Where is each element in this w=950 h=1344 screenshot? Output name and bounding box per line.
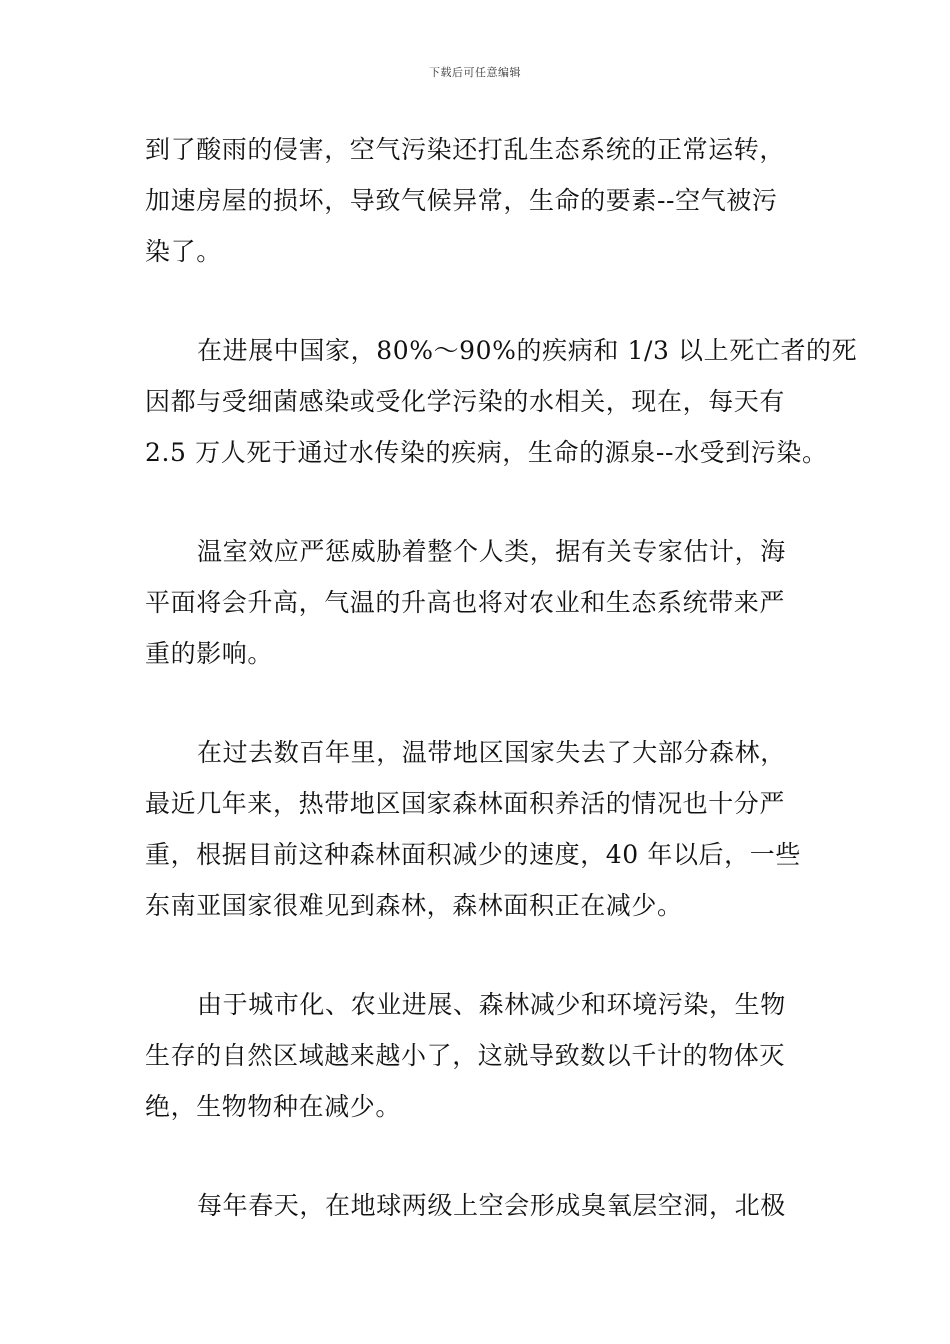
- text-line: 染了。: [145, 237, 222, 266]
- text-line: 加速房屋的损坏，导致气候异常，生命的要素--空气被污: [145, 186, 778, 215]
- document-body: [145, 124, 858, 1231]
- text-line: 因都与受细菌感染或受化学污染的水相关，现在，每天有: [145, 387, 786, 416]
- text-line: 平面将会升高，气温的升高也将对农业和生态系统带来严: [145, 588, 786, 617]
- text-line: 在进展中国家，80%～90%的疾病和 1/3 以上死亡者的死: [197, 336, 858, 365]
- text-line: 每年春天，在地球两级上空会形成臭氧层空洞，北极: [197, 1191, 786, 1220]
- paragraph-spacer: [145, 931, 810, 979]
- text-line: 重，根据目前这种森林面积减少的速度，40 年以后，一些: [145, 840, 801, 869]
- text-line: 温室效应严惩威胁着整个人类，据有关专家估计，海: [197, 537, 786, 566]
- paragraph-6: [145, 1180, 810, 1231]
- text-line: 由于城市化、农业进展、森林减少和环境污染，生物: [197, 990, 786, 1019]
- text-line: 在过去数百年里，温带地区国家失去了大部分森林，: [197, 738, 786, 767]
- paragraph-2: [145, 325, 858, 478]
- text-line: 绝，生物物种在减少。: [145, 1092, 402, 1121]
- text-line: 重的影响。: [145, 639, 274, 668]
- paragraph-spacer: [145, 679, 810, 727]
- paragraph-3: [145, 526, 810, 679]
- paragraph-spacer: [145, 1132, 810, 1180]
- text-line: 2.5 万人死于通过水传染的疾病，生命的源泉--水受到污染。: [145, 438, 828, 467]
- text-line: 生存的自然区域越来越小了，这就导致数以千计的物体灭: [145, 1041, 786, 1070]
- text-line: 东南亚国家很难见到森林，森林面积正在减少。: [145, 891, 683, 920]
- paragraph-spacer: [145, 277, 810, 325]
- paragraph-spacer: [145, 478, 810, 526]
- paragraph-5: [145, 979, 810, 1132]
- text-line: 到了酸雨的侵害，空气污染还打乱生态系统的正常运转，: [145, 135, 786, 164]
- paragraph-4: [145, 727, 810, 931]
- paragraph-1: [145, 124, 810, 277]
- text-line: 最近几年来，热带地区国家森林面积养活的情况也十分严: [145, 789, 786, 818]
- page-header: 下载后可任意编辑: [429, 66, 521, 79]
